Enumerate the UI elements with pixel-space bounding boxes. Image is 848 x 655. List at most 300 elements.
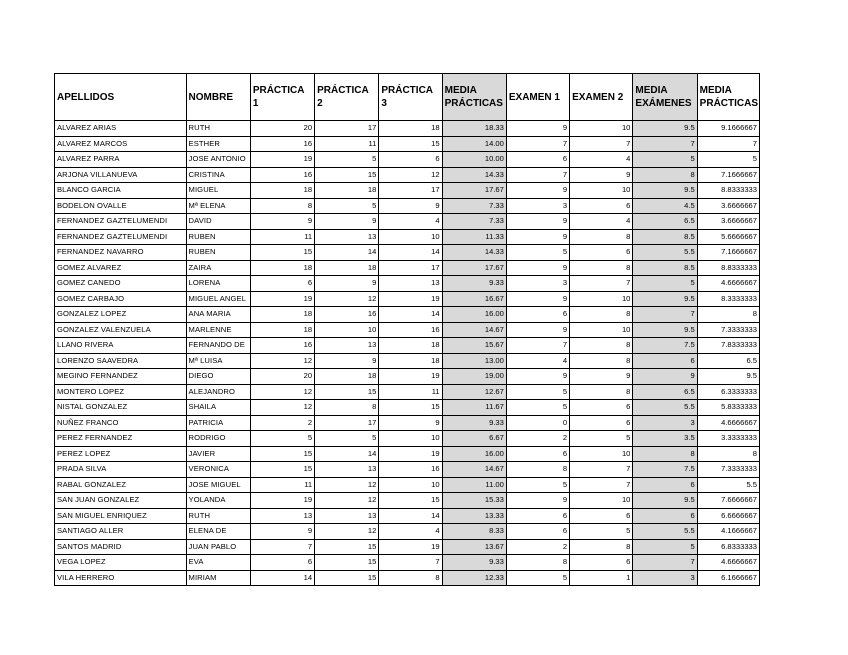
media-final-cell[interactable]: 8 (697, 307, 759, 323)
practica-2-cell[interactable]: 13 (315, 338, 379, 354)
practica-3-cell[interactable]: 15 (379, 136, 442, 152)
nombre-cell[interactable]: MIRIAM (186, 570, 250, 586)
practica-2-cell[interactable]: 18 (315, 260, 379, 276)
practica-1-cell[interactable]: 15 (250, 245, 314, 261)
media-final-cell[interactable]: 7.6666667 (697, 493, 759, 509)
media-examenes-cell[interactable]: 6 (633, 353, 697, 369)
media-practicas-cell[interactable]: 14.33 (442, 167, 506, 183)
nombre-cell[interactable]: ZAIRA (186, 260, 250, 276)
practica-1-cell[interactable]: 13 (250, 508, 314, 524)
examen-1-cell[interactable]: 6 (506, 307, 569, 323)
examen-1-cell[interactable]: 6 (506, 152, 569, 168)
nombre-cell[interactable]: Mª ELENA (186, 198, 250, 214)
media-examenes-cell[interactable]: 6 (633, 508, 697, 524)
media-examenes-cell[interactable]: 5 (633, 152, 697, 168)
practica-1-cell[interactable]: 5 (250, 431, 314, 447)
practica-1-cell[interactable]: 14 (250, 570, 314, 586)
nombre-cell[interactable]: RODRIGO (186, 431, 250, 447)
nombre-cell[interactable]: ANA MARIA (186, 307, 250, 323)
apellidos-cell[interactable]: SAN JUAN GONZALEZ (55, 493, 187, 509)
practica-1-cell[interactable]: 12 (250, 400, 314, 416)
examen-1-cell[interactable]: 8 (506, 462, 569, 478)
examen-1-cell[interactable]: 7 (506, 136, 569, 152)
practica-3-cell[interactable]: 19 (379, 539, 442, 555)
examen-2-cell[interactable]: 9 (570, 369, 633, 385)
media-practicas-cell[interactable]: 11.67 (442, 400, 506, 416)
practica-1-cell[interactable]: 2 (250, 415, 314, 431)
practica-3-cell[interactable]: 17 (379, 260, 442, 276)
practica-2-cell[interactable]: 17 (315, 415, 379, 431)
media-examenes-cell[interactable]: 6.5 (633, 214, 697, 230)
media-examenes-cell[interactable]: 9.5 (633, 291, 697, 307)
practica-2-cell[interactable]: 12 (315, 524, 379, 540)
apellidos-cell[interactable]: ALVAREZ MARCOS (55, 136, 187, 152)
practica-1-cell[interactable]: 12 (250, 353, 314, 369)
examen-1-cell[interactable]: 7 (506, 338, 569, 354)
examen-2-cell[interactable]: 5 (570, 524, 633, 540)
examen-2-cell[interactable]: 1 (570, 570, 633, 586)
media-final-cell[interactable]: 6.3333333 (697, 384, 759, 400)
examen-2-cell[interactable]: 10 (570, 493, 633, 509)
media-final-cell[interactable]: 8 (697, 446, 759, 462)
apellidos-cell[interactable]: GOMEZ CANEDO (55, 276, 187, 292)
practica-1-cell[interactable]: 8 (250, 198, 314, 214)
examen-2-cell[interactable]: 4 (570, 152, 633, 168)
practica-2-cell[interactable]: 13 (315, 462, 379, 478)
apellidos-cell[interactable]: RABAL GONZALEZ (55, 477, 187, 493)
media-final-cell[interactable]: 7.1666667 (697, 245, 759, 261)
examen-2-cell[interactable]: 8 (570, 338, 633, 354)
media-final-cell[interactable]: 8.3333333 (697, 291, 759, 307)
media-practicas-cell[interactable]: 12.33 (442, 570, 506, 586)
practica-1-cell[interactable]: 15 (250, 446, 314, 462)
media-practicas-cell[interactable]: 13.00 (442, 353, 506, 369)
practica-2-cell[interactable]: 11 (315, 136, 379, 152)
media-final-cell[interactable]: 4.6666667 (697, 415, 759, 431)
examen-1-cell[interactable]: 8 (506, 555, 569, 571)
apellidos-cell[interactable]: VILA HERRERO (55, 570, 187, 586)
media-practicas-cell[interactable]: 17.67 (442, 183, 506, 199)
practica-1-cell[interactable]: 11 (250, 229, 314, 245)
apellidos-cell[interactable]: VEGA LOPEZ (55, 555, 187, 571)
practica-2-cell[interactable]: 15 (315, 539, 379, 555)
practica-2-cell[interactable]: 12 (315, 493, 379, 509)
nombre-cell[interactable]: RUTH (186, 121, 250, 137)
practica-3-cell[interactable]: 15 (379, 493, 442, 509)
practica-2-cell[interactable]: 13 (315, 508, 379, 524)
nombre-cell[interactable]: Mª LUISA (186, 353, 250, 369)
examen-1-cell[interactable]: 2 (506, 539, 569, 555)
practica-2-cell[interactable]: 14 (315, 446, 379, 462)
practica-3-cell[interactable]: 16 (379, 462, 442, 478)
media-practicas-cell[interactable]: 17.67 (442, 260, 506, 276)
examen-1-cell[interactable]: 9 (506, 121, 569, 137)
nombre-cell[interactable]: DAVID (186, 214, 250, 230)
practica-1-cell[interactable]: 6 (250, 276, 314, 292)
media-final-cell[interactable]: 5 (697, 152, 759, 168)
nombre-cell[interactable]: RUTH (186, 508, 250, 524)
media-practicas-cell[interactable]: 15.33 (442, 493, 506, 509)
media-final-cell[interactable]: 9.5 (697, 369, 759, 385)
media-examenes-cell[interactable]: 8.5 (633, 229, 697, 245)
media-examenes-cell[interactable]: 8.5 (633, 260, 697, 276)
practica-2-cell[interactable]: 5 (315, 431, 379, 447)
examen-2-cell[interactable]: 8 (570, 229, 633, 245)
examen-2-cell[interactable]: 10 (570, 446, 633, 462)
practica-1-cell[interactable]: 6 (250, 555, 314, 571)
apellidos-cell[interactable]: ALVAREZ ARIAS (55, 121, 187, 137)
practica-2-cell[interactable]: 15 (315, 555, 379, 571)
practica-1-cell[interactable]: 12 (250, 384, 314, 400)
examen-2-cell[interactable]: 8 (570, 384, 633, 400)
nombre-cell[interactable]: RUBEN (186, 245, 250, 261)
practica-1-cell[interactable]: 18 (250, 307, 314, 323)
media-examenes-cell[interactable]: 7.5 (633, 462, 697, 478)
apellidos-cell[interactable]: SANTIAGO ALLER (55, 524, 187, 540)
practica-2-cell[interactable]: 18 (315, 369, 379, 385)
examen-2-cell[interactable]: 6 (570, 508, 633, 524)
nombre-cell[interactable]: MIGUEL ANGEL (186, 291, 250, 307)
apellidos-cell[interactable]: GOMEZ ALVAREZ (55, 260, 187, 276)
examen-1-cell[interactable]: 5 (506, 384, 569, 400)
media-examenes-cell[interactable]: 6.5 (633, 384, 697, 400)
media-practicas-cell[interactable]: 11.00 (442, 477, 506, 493)
nombre-cell[interactable]: MARLENNE (186, 322, 250, 338)
nombre-cell[interactable]: JUAN PABLO (186, 539, 250, 555)
apellidos-cell[interactable]: FERNANDEZ NAVARRO (55, 245, 187, 261)
examen-1-cell[interactable]: 0 (506, 415, 569, 431)
media-examenes-cell[interactable]: 7 (633, 307, 697, 323)
practica-3-cell[interactable]: 10 (379, 229, 442, 245)
media-examenes-cell[interactable]: 7.5 (633, 338, 697, 354)
examen-2-cell[interactable]: 6 (570, 415, 633, 431)
apellidos-cell[interactable]: NISTAL GONZALEZ (55, 400, 187, 416)
examen-1-cell[interactable]: 7 (506, 167, 569, 183)
apellidos-cell[interactable]: PEREZ LOPEZ (55, 446, 187, 462)
nombre-cell[interactable]: YOLANDA (186, 493, 250, 509)
examen-2-cell[interactable]: 8 (570, 353, 633, 369)
media-examenes-cell[interactable]: 3 (633, 415, 697, 431)
examen-1-cell[interactable]: 4 (506, 353, 569, 369)
media-final-cell[interactable]: 8.8333333 (697, 260, 759, 276)
apellidos-cell[interactable]: MONTERO LOPEZ (55, 384, 187, 400)
media-practicas-cell[interactable]: 9.33 (442, 415, 506, 431)
practica-2-cell[interactable]: 13 (315, 229, 379, 245)
media-final-cell[interactable]: 4.1666667 (697, 524, 759, 540)
media-final-cell[interactable]: 4.6666667 (697, 276, 759, 292)
media-final-cell[interactable]: 6.6666667 (697, 508, 759, 524)
examen-2-cell[interactable]: 10 (570, 322, 633, 338)
apellidos-cell[interactable]: BODELON OVALLE (55, 198, 187, 214)
nombre-cell[interactable]: LORENA (186, 276, 250, 292)
apellidos-cell[interactable]: BLANCO GARCIA (55, 183, 187, 199)
practica-3-cell[interactable]: 7 (379, 555, 442, 571)
practica-2-cell[interactable]: 9 (315, 214, 379, 230)
media-examenes-cell[interactable]: 8 (633, 167, 697, 183)
practica-1-cell[interactable]: 16 (250, 167, 314, 183)
practica-2-cell[interactable]: 17 (315, 121, 379, 137)
media-final-cell[interactable]: 6.5 (697, 353, 759, 369)
media-final-cell[interactable]: 7.3333333 (697, 462, 759, 478)
practica-3-cell[interactable]: 14 (379, 307, 442, 323)
media-practicas-cell[interactable]: 14.33 (442, 245, 506, 261)
media-practicas-cell[interactable]: 10.00 (442, 152, 506, 168)
practica-2-cell[interactable]: 8 (315, 400, 379, 416)
practica-3-cell[interactable]: 15 (379, 400, 442, 416)
examen-1-cell[interactable]: 3 (506, 198, 569, 214)
practica-2-cell[interactable]: 10 (315, 322, 379, 338)
media-examenes-cell[interactable]: 5.5 (633, 524, 697, 540)
nombre-cell[interactable]: MIGUEL (186, 183, 250, 199)
media-practicas-cell[interactable]: 9.33 (442, 276, 506, 292)
media-final-cell[interactable]: 5.8333333 (697, 400, 759, 416)
examen-1-cell[interactable]: 9 (506, 291, 569, 307)
practica-2-cell[interactable]: 16 (315, 307, 379, 323)
media-final-cell[interactable]: 3.6666667 (697, 198, 759, 214)
media-practicas-cell[interactable]: 19.00 (442, 369, 506, 385)
practica-2-cell[interactable]: 9 (315, 353, 379, 369)
examen-1-cell[interactable]: 9 (506, 493, 569, 509)
practica-1-cell[interactable]: 19 (250, 152, 314, 168)
practica-1-cell[interactable]: 18 (250, 183, 314, 199)
media-final-cell[interactable]: 6.1666667 (697, 570, 759, 586)
examen-2-cell[interactable]: 10 (570, 183, 633, 199)
nombre-cell[interactable]: PATRICIA (186, 415, 250, 431)
practica-1-cell[interactable]: 11 (250, 477, 314, 493)
media-examenes-cell[interactable]: 9 (633, 369, 697, 385)
practica-3-cell[interactable]: 4 (379, 524, 442, 540)
media-examenes-cell[interactable]: 9.5 (633, 322, 697, 338)
media-final-cell[interactable]: 7.3333333 (697, 322, 759, 338)
nombre-cell[interactable]: SHAILA (186, 400, 250, 416)
media-examenes-cell[interactable]: 3.5 (633, 431, 697, 447)
media-practicas-cell[interactable]: 9.33 (442, 555, 506, 571)
practica-3-cell[interactable]: 11 (379, 384, 442, 400)
media-practicas-cell[interactable]: 13.33 (442, 508, 506, 524)
practica-3-cell[interactable]: 17 (379, 183, 442, 199)
nombre-cell[interactable]: EVA (186, 555, 250, 571)
examen-1-cell[interactable]: 6 (506, 524, 569, 540)
apellidos-cell[interactable]: PEREZ FERNANDEZ (55, 431, 187, 447)
practica-2-cell[interactable]: 15 (315, 384, 379, 400)
examen-2-cell[interactable]: 6 (570, 198, 633, 214)
examen-2-cell[interactable]: 6 (570, 245, 633, 261)
apellidos-cell[interactable]: FERNANDEZ GAZTELUMENDI (55, 229, 187, 245)
practica-1-cell[interactable]: 15 (250, 462, 314, 478)
practica-2-cell[interactable]: 5 (315, 198, 379, 214)
nombre-cell[interactable]: VERONICA (186, 462, 250, 478)
media-examenes-cell[interactable]: 4.5 (633, 198, 697, 214)
practica-1-cell[interactable]: 18 (250, 260, 314, 276)
examen-2-cell[interactable]: 8 (570, 539, 633, 555)
examen-1-cell[interactable]: 6 (506, 446, 569, 462)
media-final-cell[interactable]: 7 (697, 136, 759, 152)
apellidos-cell[interactable]: LLANO RIVERA (55, 338, 187, 354)
apellidos-cell[interactable]: PRADA SILVA (55, 462, 187, 478)
media-examenes-cell[interactable]: 8 (633, 446, 697, 462)
media-final-cell[interactable]: 3.6666667 (697, 214, 759, 230)
nombre-cell[interactable]: RUBEN (186, 229, 250, 245)
practica-3-cell[interactable]: 19 (379, 446, 442, 462)
media-final-cell[interactable]: 5.5 (697, 477, 759, 493)
practica-3-cell[interactable]: 10 (379, 431, 442, 447)
media-practicas-cell[interactable]: 14.67 (442, 462, 506, 478)
practica-1-cell[interactable]: 9 (250, 524, 314, 540)
apellidos-cell[interactable]: LORENZO SAAVEDRA (55, 353, 187, 369)
examen-1-cell[interactable]: 5 (506, 477, 569, 493)
nombre-cell[interactable]: ESTHER (186, 136, 250, 152)
media-practicas-cell[interactable]: 6.67 (442, 431, 506, 447)
practica-3-cell[interactable]: 12 (379, 167, 442, 183)
media-practicas-cell[interactable]: 8.33 (442, 524, 506, 540)
examen-2-cell[interactable]: 7 (570, 462, 633, 478)
practica-1-cell[interactable]: 16 (250, 136, 314, 152)
media-final-cell[interactable]: 7.8333333 (697, 338, 759, 354)
media-final-cell[interactable]: 5.6666667 (697, 229, 759, 245)
media-examenes-cell[interactable]: 5 (633, 276, 697, 292)
practica-3-cell[interactable]: 8 (379, 570, 442, 586)
nombre-cell[interactable]: JOSE ANTONIO (186, 152, 250, 168)
media-final-cell[interactable]: 4.6666667 (697, 555, 759, 571)
media-examenes-cell[interactable]: 3 (633, 570, 697, 586)
practica-1-cell[interactable]: 20 (250, 121, 314, 137)
examen-2-cell[interactable]: 9 (570, 167, 633, 183)
practica-3-cell[interactable]: 13 (379, 276, 442, 292)
apellidos-cell[interactable]: FERNANDEZ GAZTELUMENDI (55, 214, 187, 230)
examen-2-cell[interactable]: 6 (570, 555, 633, 571)
practica-3-cell[interactable]: 18 (379, 353, 442, 369)
practica-2-cell[interactable]: 15 (315, 167, 379, 183)
practica-1-cell[interactable]: 16 (250, 338, 314, 354)
examen-1-cell[interactable]: 9 (506, 183, 569, 199)
examen-2-cell[interactable]: 6 (570, 400, 633, 416)
media-examenes-cell[interactable]: 7 (633, 136, 697, 152)
apellidos-cell[interactable]: NUÑEZ FRANCO (55, 415, 187, 431)
apellidos-cell[interactable]: MEGINO FERNANDEZ (55, 369, 187, 385)
examen-1-cell[interactable]: 5 (506, 570, 569, 586)
examen-1-cell[interactable]: 9 (506, 369, 569, 385)
practica-2-cell[interactable]: 14 (315, 245, 379, 261)
media-final-cell[interactable]: 8.8333333 (697, 183, 759, 199)
nombre-cell[interactable]: CRISTINA (186, 167, 250, 183)
examen-2-cell[interactable]: 5 (570, 431, 633, 447)
examen-1-cell[interactable]: 9 (506, 229, 569, 245)
nombre-cell[interactable]: FERNANDO DE (186, 338, 250, 354)
practica-3-cell[interactable]: 14 (379, 508, 442, 524)
practica-1-cell[interactable]: 7 (250, 539, 314, 555)
practica-2-cell[interactable]: 5 (315, 152, 379, 168)
media-practicas-cell[interactable]: 16.00 (442, 446, 506, 462)
media-final-cell[interactable]: 3.3333333 (697, 431, 759, 447)
media-practicas-cell[interactable]: 12.67 (442, 384, 506, 400)
examen-2-cell[interactable]: 7 (570, 136, 633, 152)
apellidos-cell[interactable]: GONZALEZ VALENZUELA (55, 322, 187, 338)
practica-3-cell[interactable]: 6 (379, 152, 442, 168)
practica-3-cell[interactable]: 10 (379, 477, 442, 493)
media-practicas-cell[interactable]: 14.67 (442, 322, 506, 338)
examen-2-cell[interactable]: 8 (570, 260, 633, 276)
media-final-cell[interactable]: 9.1666667 (697, 121, 759, 137)
examen-2-cell[interactable]: 10 (570, 121, 633, 137)
nombre-cell[interactable]: JOSE MIGUEL (186, 477, 250, 493)
apellidos-cell[interactable]: GONZALEZ LOPEZ (55, 307, 187, 323)
media-practicas-cell[interactable]: 7.33 (442, 214, 506, 230)
practica-3-cell[interactable]: 18 (379, 121, 442, 137)
media-practicas-cell[interactable]: 13.67 (442, 539, 506, 555)
media-practicas-cell[interactable]: 15.67 (442, 338, 506, 354)
examen-1-cell[interactable]: 5 (506, 400, 569, 416)
practica-3-cell[interactable]: 4 (379, 214, 442, 230)
media-practicas-cell[interactable]: 16.00 (442, 307, 506, 323)
examen-2-cell[interactable]: 7 (570, 276, 633, 292)
examen-2-cell[interactable]: 4 (570, 214, 633, 230)
media-practicas-cell[interactable]: 7.33 (442, 198, 506, 214)
apellidos-cell[interactable]: SAN MIGUEL ENRIQUEZ (55, 508, 187, 524)
media-practicas-cell[interactable]: 14.00 (442, 136, 506, 152)
media-practicas-cell[interactable]: 18.33 (442, 121, 506, 137)
practica-2-cell[interactable]: 9 (315, 276, 379, 292)
media-examenes-cell[interactable]: 5 (633, 539, 697, 555)
media-examenes-cell[interactable]: 9.5 (633, 493, 697, 509)
practica-1-cell[interactable]: 20 (250, 369, 314, 385)
nombre-cell[interactable]: DIEGO (186, 369, 250, 385)
apellidos-cell[interactable]: ALVAREZ PARRA (55, 152, 187, 168)
apellidos-cell[interactable]: ARJONA VILLANUEVA (55, 167, 187, 183)
practica-3-cell[interactable]: 9 (379, 198, 442, 214)
practica-1-cell[interactable]: 19 (250, 493, 314, 509)
apellidos-cell[interactable]: GOMEZ CARBAJO (55, 291, 187, 307)
media-examenes-cell[interactable]: 6 (633, 477, 697, 493)
examen-1-cell[interactable]: 3 (506, 276, 569, 292)
media-practicas-cell[interactable]: 11.33 (442, 229, 506, 245)
practica-3-cell[interactable]: 16 (379, 322, 442, 338)
practica-2-cell[interactable]: 18 (315, 183, 379, 199)
examen-1-cell[interactable]: 9 (506, 260, 569, 276)
examen-2-cell[interactable]: 8 (570, 307, 633, 323)
media-final-cell[interactable]: 6.8333333 (697, 539, 759, 555)
examen-1-cell[interactable]: 2 (506, 431, 569, 447)
examen-2-cell[interactable]: 10 (570, 291, 633, 307)
practica-3-cell[interactable]: 19 (379, 369, 442, 385)
apellidos-cell[interactable]: SANTOS MADRID (55, 539, 187, 555)
nombre-cell[interactable]: ALEJANDRO (186, 384, 250, 400)
media-practicas-cell[interactable]: 16.67 (442, 291, 506, 307)
practica-3-cell[interactable]: 9 (379, 415, 442, 431)
examen-1-cell[interactable]: 6 (506, 508, 569, 524)
examen-1-cell[interactable]: 9 (506, 322, 569, 338)
practica-3-cell[interactable]: 18 (379, 338, 442, 354)
nombre-cell[interactable]: ELENA DE (186, 524, 250, 540)
practica-2-cell[interactable]: 12 (315, 477, 379, 493)
practica-1-cell[interactable]: 9 (250, 214, 314, 230)
nombre-cell[interactable]: JAVIER (186, 446, 250, 462)
practica-3-cell[interactable]: 14 (379, 245, 442, 261)
media-examenes-cell[interactable]: 9.5 (633, 121, 697, 137)
media-examenes-cell[interactable]: 7 (633, 555, 697, 571)
examen-1-cell[interactable]: 9 (506, 214, 569, 230)
practica-1-cell[interactable]: 18 (250, 322, 314, 338)
media-examenes-cell[interactable]: 9.5 (633, 183, 697, 199)
examen-2-cell[interactable]: 7 (570, 477, 633, 493)
media-final-cell[interactable]: 7.1666667 (697, 167, 759, 183)
practica-3-cell[interactable]: 19 (379, 291, 442, 307)
media-examenes-cell[interactable]: 5.5 (633, 400, 697, 416)
examen-1-cell[interactable]: 5 (506, 245, 569, 261)
practica-1-cell[interactable]: 19 (250, 291, 314, 307)
practica-2-cell[interactable]: 15 (315, 570, 379, 586)
media-examenes-cell[interactable]: 5.5 (633, 245, 697, 261)
practica-2-cell[interactable]: 12 (315, 291, 379, 307)
